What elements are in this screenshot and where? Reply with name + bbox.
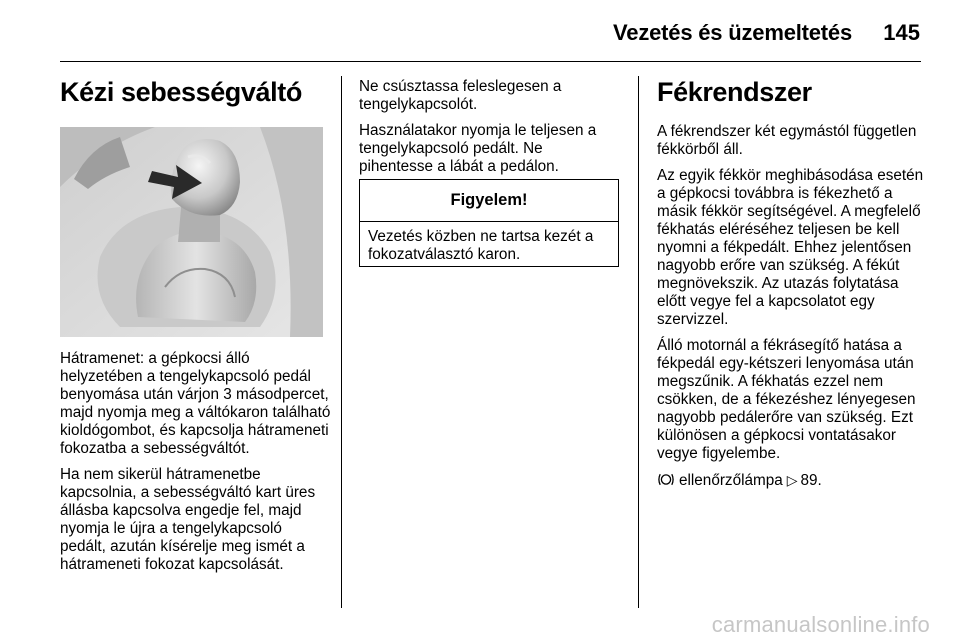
warning-text: Vezetés közben ne tartsa kezét a fokozatválasztó karon. [368, 228, 594, 263]
paragraph: Hátramenet: a gépkocsi álló helyzetében a tengelykapcsoló pedál benyomása után várjon 3 másodpercet, majd nyomja meg a váltókaron található kioldógombot, és kapcsolja hátrameneti fokozatba a sebességváltót. [60, 350, 331, 457]
brake-system-heading: Fékrendszer [657, 77, 812, 107]
header-divider [60, 61, 921, 62]
manual-gearbox-text [60, 350, 332, 582]
gear-lever-illustration [60, 127, 323, 337]
warning-title: Figyelem! [360, 180, 618, 222]
xref-label: ellenőrzőlámpa [679, 472, 783, 489]
section-title: Vezetés és üzemeltetés [613, 20, 852, 45]
column-divider-right [638, 76, 639, 608]
watermark: carmanualsonline.info [711, 612, 930, 637]
paragraph: Ha nem sikerül hátramenetbe kapcsolnia, a sebességváltó kart üres állásba kapcsolva engedje fel, majd nyomja le újra a tengelykapcsoló pedált, azután kísérelje meg ismét a hátrameneti fokozat kapcsolását. [60, 466, 316, 573]
page-number: 145 [883, 20, 920, 45]
warning-box [359, 179, 619, 267]
arrow-right-icon: ▷ [786, 472, 798, 488]
clutch-text [359, 78, 619, 184]
paragraph: Álló motornál a fékrásegítő hatása a fékpedál egy-kétszeri lenyomása után megszűnik. A fékhatás ezzel nem csökken, de a fékezéshez lényegesen nagyobb pedálerőre van szükség. Ezt különösen a gépkocsi vontatásakor vegye figyelembe. [657, 337, 916, 462]
cross-reference[interactable] [657, 471, 927, 492]
paragraph: Használatakor nyomja le teljesen a tengelykapcsoló pedált. Ne pihentesse a lábát a pedálon. [359, 122, 597, 175]
paragraph: Ne csúsztassa feleslegesen a tengelykapcsolót. [359, 78, 562, 113]
brake-warning-icon [657, 472, 675, 492]
brake-system-text [657, 123, 927, 500]
column-divider-left [341, 76, 342, 608]
xref-page[interactable]: 89. [800, 472, 822, 489]
paragraph: Az egyik fékkör meghibásodása esetén a gépkocsi továbbra is fékezhető a másik fékkör segítségével. A megfelelő fékhatás eléréséhez teljesen be kell nyomni a fékpedált. Ehhez jelentősen nagyobb erőre van szükség. A fékút megnövekszik. Az utazás folytatása előtt vegye fel a kapcsolatot egy szervizzel. [657, 167, 924, 328]
manual-gearbox-heading: Kézi sebességváltó [60, 77, 302, 107]
gear-lever-image [60, 127, 323, 337]
paragraph: A fékrendszer két egymástól független fékkörből áll. [657, 123, 917, 158]
